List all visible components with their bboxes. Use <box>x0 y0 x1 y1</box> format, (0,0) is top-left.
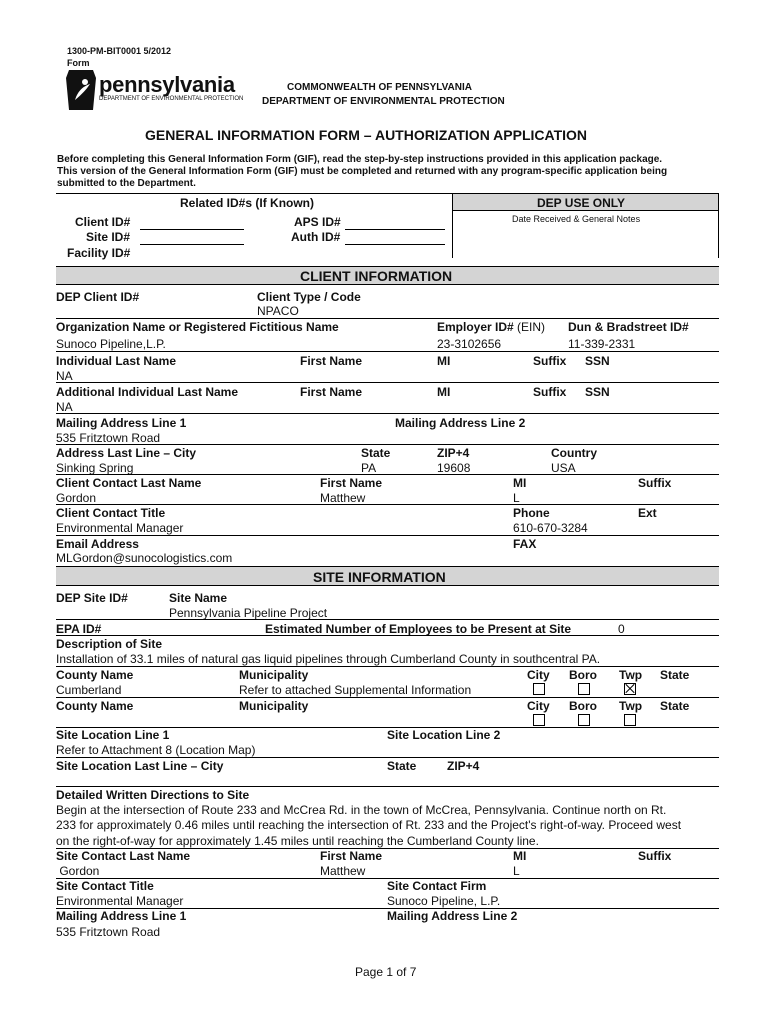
page-number: Page 1 of 7 <box>355 965 417 979</box>
site-desc-label: Description of Site <box>56 637 163 651</box>
municipality1-value: Refer to attached Supplemental Information <box>239 683 472 697</box>
client-zip-label: ZIP+4 <box>437 446 470 460</box>
add-ind-last-label: Additional Individual Last Name <box>56 385 239 399</box>
add-ssn-label: SSN <box>585 385 610 399</box>
twp1-label: Twp <box>619 668 643 682</box>
client-contact-title-value: Environmental Manager <box>56 521 184 535</box>
directions-label: Detailed Written Directions to Site <box>56 788 250 802</box>
employees-label: Estimated Number of Employees to be Present at Site <box>265 622 572 636</box>
ind-last-label: Individual Last Name <box>56 354 177 368</box>
client-contact-mi-value: L <box>513 491 520 505</box>
dun-label: Dun & Bradstreet ID# <box>568 320 689 334</box>
client-contact-suffix-label: Suffix <box>638 476 672 490</box>
boro1-checkbox[interactable] <box>578 683 590 695</box>
directions-line-2: 233 for approximately 0.46 miles until reaching the intersection of Rt. 233 and the Project's right-of-way. Proceed west <box>56 818 682 832</box>
site-section-heading: SITE INFORMATION <box>313 569 446 585</box>
client-type-label: Client Type / Code <box>257 290 361 304</box>
client-fax-label: FAX <box>513 537 537 551</box>
client-state-value: PA <box>361 461 377 475</box>
related-ids-heading: Related ID#s (If Known) <box>180 196 315 210</box>
directions-line-3: on the right-of-way for approximately 1.45 miles until reaching the Cumberland County line. <box>56 834 539 848</box>
mail1-value: 535 Fritztown Road <box>56 431 161 445</box>
municipality1-label: Municipality <box>239 668 309 682</box>
twp2-label: Twp <box>619 699 643 713</box>
site-loc1-value: Refer to Attachment 8 (Location Map) <box>56 743 256 757</box>
site-mail1-label: Mailing Address Line 1 <box>56 909 187 923</box>
directions-line-1: Begin at the intersection of Route 233 and McCrea Rd. in the town of McCrea, Pennsylvania. Continue north on Rt. <box>56 803 667 817</box>
site-loc1-label: Site Location Line 1 <box>56 728 170 742</box>
municipality2-label: Municipality <box>239 699 309 713</box>
mail2-label: Mailing Address Line 2 <box>395 416 526 430</box>
aps-id-input[interactable] <box>345 229 445 230</box>
client-contact-last-label: Client Contact Last Name <box>56 476 202 490</box>
client-country-value: USA <box>551 461 576 475</box>
city1-label: City <box>527 668 550 682</box>
form-code: 1300-PM-BIT0001 5/2012 <box>67 46 172 56</box>
ind-ssn-label: SSN <box>585 354 610 368</box>
form-word: Form <box>67 58 90 68</box>
site-mail1-value: 535 Fritztown Road <box>56 925 161 939</box>
agency-line2: DEPARTMENT OF ENVIRONMENTAL PROTECTION <box>262 96 505 107</box>
boro2-label: Boro <box>569 699 597 713</box>
page-title: GENERAL INFORMATION FORM – AUTHORIZATION APPLICATION <box>145 127 588 143</box>
employer-id-label: Employer ID# <box>437 320 514 334</box>
site-name-label: Site Name <box>169 591 228 605</box>
county1-label: County Name <box>56 668 134 682</box>
client-country-label: Country <box>551 446 597 460</box>
pa-keystone-icon <box>66 70 96 110</box>
add-ind-last-value: NA <box>56 400 73 414</box>
client-email-label: Email Address <box>56 537 139 551</box>
client-phone-label: Phone <box>513 506 550 520</box>
site-contact-firm-value: Sunoco Pipeline, L.P. <box>387 894 501 908</box>
auth-id-input[interactable] <box>345 244 445 245</box>
agency-line1: COMMONWEALTH OF PENNSYLVANIA <box>287 82 472 93</box>
facility-id-label: Facility ID# <box>67 246 131 260</box>
site-contact-mi-label: MI <box>513 849 527 863</box>
county1-value: Cumberland <box>56 683 122 697</box>
add-mi-label: MI <box>437 385 451 399</box>
site-contact-first-value: Matthew <box>320 864 366 878</box>
mail1-label: Mailing Address Line 1 <box>56 416 187 430</box>
site-loc-last-label: Site Location Last Line – City <box>56 759 224 773</box>
boro1-label: Boro <box>569 668 597 682</box>
client-section-heading: CLIENT INFORMATION <box>300 268 453 284</box>
addr-last-label: Address Last Line – City <box>56 446 197 460</box>
intro-line-2: This version of the General Information Form (GIF) must be completed and returned with any program-specific application being <box>57 166 668 177</box>
twp1-checkbox[interactable] <box>624 683 636 695</box>
city2-label: City <box>527 699 550 713</box>
site-state-label: State <box>387 759 417 773</box>
client-id-input[interactable] <box>140 229 244 230</box>
logo-text: pennsylvania <box>99 72 235 97</box>
county2-label: County Name <box>56 699 134 713</box>
site-contact-first-label: First Name <box>320 849 383 863</box>
employees-value: 0 <box>618 622 625 636</box>
client-ext-label: Ext <box>638 506 657 520</box>
site-name-value: Pennsylvania Pipeline Project <box>169 606 328 620</box>
client-email-value: MLGordon@sunocologistics.com <box>56 551 233 565</box>
client-contact-first-label: First Name <box>320 476 383 490</box>
state2-label: State <box>660 699 690 713</box>
client-contact-first-value: Matthew <box>320 491 366 505</box>
state1-label: State <box>660 668 690 682</box>
client-zip-value: 19608 <box>437 461 471 475</box>
dun-value: 11-339-2331 <box>568 337 636 351</box>
site-contact-mi-value: L <box>513 864 520 878</box>
ind-suffix-label: Suffix <box>533 354 567 368</box>
city1-checkbox[interactable] <box>533 683 545 695</box>
site-contact-last-value: Gordon <box>56 864 100 878</box>
ind-first-label: First Name <box>300 354 363 368</box>
site-zip-label: ZIP+4 <box>447 759 480 773</box>
site-contact-last-label: Site Contact Last Name <box>56 849 191 863</box>
aps-id-label: APS ID# <box>294 215 341 229</box>
dep-client-id-label: DEP Client ID# <box>56 290 140 304</box>
dep-use-heading: DEP USE ONLY <box>537 196 626 210</box>
site-id-label: Site ID# <box>86 230 131 244</box>
org-name-value: Sunoco Pipeline,L.P. <box>56 337 166 351</box>
intro-line-3: submitted to the Department. <box>57 178 196 189</box>
dep-use-note: Date Received & General Notes <box>512 214 641 224</box>
twp2-checkbox[interactable] <box>624 714 636 726</box>
ind-last-value: NA <box>56 369 73 383</box>
site-contact-title-value: Environmental Manager <box>56 894 184 908</box>
site-mail2-label: Mailing Address Line 2 <box>387 909 518 923</box>
employer-id-value: 23-3102656 <box>437 337 502 351</box>
logo-subtext: DEPARTMENT OF ENVIRONMENTAL PROTECTION <box>99 96 244 102</box>
site-id-input[interactable] <box>140 244 244 245</box>
site-contact-suffix-label: Suffix <box>638 849 672 863</box>
site-desc-value: Installation of 33.1 miles of natural gas liquid pipelines through Cumberland County in southcentral PA. <box>56 652 601 666</box>
epa-id-label: EPA ID# <box>56 622 102 636</box>
org-name-label: Organization Name or Registered Fictitious Name <box>56 320 339 334</box>
add-first-label: First Name <box>300 385 363 399</box>
client-id-label: Client ID# <box>75 215 131 229</box>
site-loc2-label: Site Location Line 2 <box>387 728 501 742</box>
add-suffix-label: Suffix <box>533 385 567 399</box>
site-contact-title-label: Site Contact Title <box>56 879 154 893</box>
client-state-label: State <box>361 446 391 460</box>
city2-checkbox[interactable] <box>533 714 545 726</box>
client-contact-last-value: Gordon <box>56 491 97 505</box>
boro2-checkbox[interactable] <box>578 714 590 726</box>
client-contact-mi-label: MI <box>513 476 527 490</box>
ind-mi-label: MI <box>437 354 451 368</box>
client-phone-value: 610-670-3284 <box>513 521 588 535</box>
client-type-value: NPACO <box>257 304 299 318</box>
site-contact-firm-label: Site Contact Firm <box>387 879 487 893</box>
client-contact-title-label: Client Contact Title <box>56 506 166 520</box>
auth-id-label: Auth ID# <box>291 230 341 244</box>
dep-site-id-label: DEP Site ID# <box>56 591 128 605</box>
intro-line-1: Before completing this General Information Form (GIF), read the step-by-step instructions provided in this application package. <box>57 154 663 165</box>
client-city-value: Sinking Spring <box>56 461 134 475</box>
employer-id-suffix: (EIN) <box>513 320 546 334</box>
